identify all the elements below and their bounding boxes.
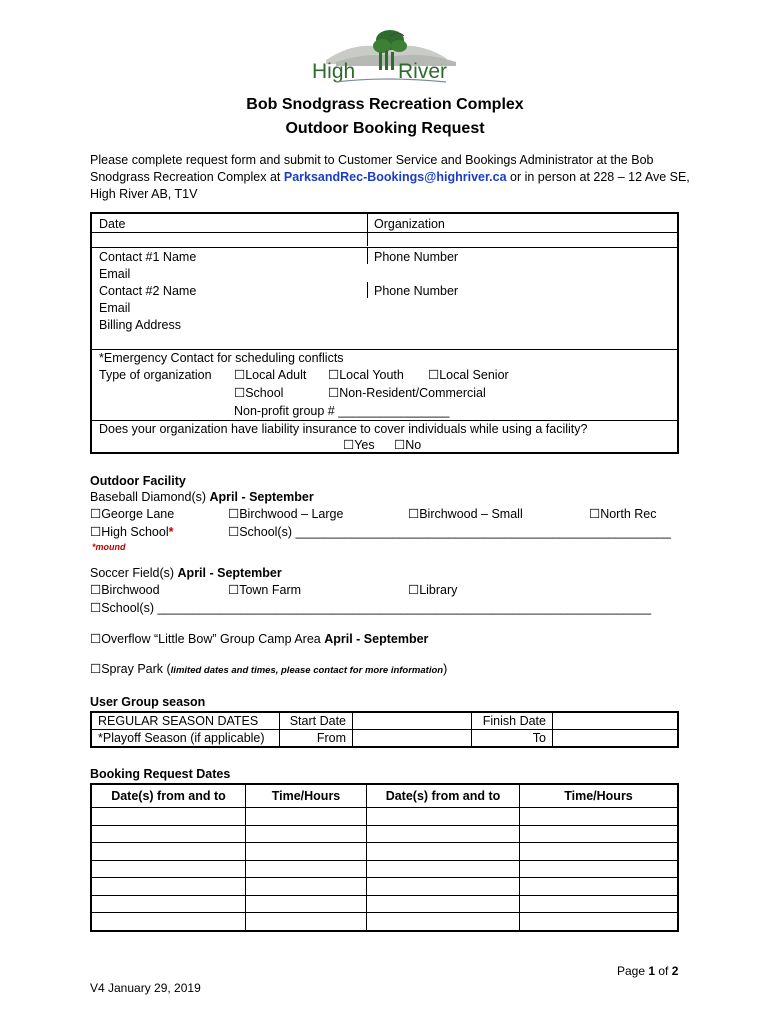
contact2-name-field[interactable]: Contact #2 Name (99, 284, 197, 298)
table-row (91, 860, 678, 878)
booking-cell[interactable] (91, 825, 246, 843)
birchwood-large-checkbox[interactable]: ☐Birchwood – Large (228, 507, 344, 521)
spray-park-note: limited dates and times, please contact for more information (170, 665, 444, 676)
insurance-yes-checkbox[interactable]: ☐Yes (343, 438, 375, 452)
booking-cell[interactable] (246, 878, 367, 896)
booking-cell[interactable] (367, 808, 520, 826)
intro-paragraph (90, 152, 690, 203)
page-number (617, 964, 678, 978)
form-subtitle: Outdoor Booking Request (285, 120, 485, 137)
booking-cell[interactable] (520, 808, 679, 826)
booking-cell[interactable] (520, 843, 679, 861)
spray-park-close: ) (443, 662, 448, 676)
high-school-checkbox[interactable] (90, 524, 173, 541)
finish-date-input[interactable] (553, 712, 679, 730)
page-current: 1 (648, 964, 656, 978)
booking-cell[interactable] (520, 860, 679, 878)
local-senior-checkbox[interactable]: ☐Local Senior (428, 368, 509, 382)
table-row (91, 913, 678, 931)
org-type-label: Type of organization (99, 368, 212, 382)
outdoor-facility-heading: Outdoor Facility (90, 474, 186, 488)
overflow-camp-checkbox[interactable] (90, 631, 428, 648)
library-checkbox[interactable]: ☐Library (408, 583, 458, 597)
page-prefix: Page (617, 964, 649, 978)
table-row (91, 808, 678, 826)
soccer-birchwood-checkbox[interactable]: ☐Birchwood (90, 583, 160, 597)
soccer-label: Soccer Field(s) (90, 566, 178, 580)
contact2-email-field[interactable]: Email (99, 301, 131, 315)
high-school-asterisk: * (168, 525, 174, 539)
contact1-phone-field[interactable]: Phone Number (374, 250, 459, 264)
booking-cell[interactable] (91, 913, 246, 931)
booking-cell[interactable] (91, 878, 246, 896)
overflow-label: ☐Overflow “Little Bow” Group Camp Area (90, 632, 325, 646)
insurance-question: Does your organization have liability insurance to cover individuals while using a facility? (99, 422, 588, 436)
nonprofit-number-field[interactable]: Non-profit group # ________________ (234, 404, 450, 418)
table-row (91, 712, 678, 730)
baseball-schools-field[interactable]: ☐School(s) ______________________________________________________ (228, 525, 671, 539)
spray-park-checkbox[interactable] (90, 661, 447, 679)
from-label: From (280, 730, 353, 748)
george-lane-checkbox[interactable]: ☐George Lane (90, 507, 175, 521)
local-youth-checkbox[interactable]: ☐Local Youth (328, 368, 404, 382)
contact-info-table (90, 212, 679, 454)
finish-date-label: Finish Date (472, 712, 553, 730)
spray-park-label: ☐Spray Park ( (90, 662, 171, 676)
booking-cell[interactable] (91, 808, 246, 826)
billing-address-field[interactable]: Billing Address (99, 318, 181, 332)
user-group-heading: User Group season (90, 695, 206, 709)
booking-cell[interactable] (246, 913, 367, 931)
booking-cell[interactable] (91, 895, 246, 913)
booking-cell[interactable] (91, 860, 246, 878)
birchwood-small-checkbox[interactable]: ☐Birchwood – Small (408, 507, 523, 521)
contact2-phone-field[interactable]: Phone Number (374, 284, 459, 298)
contact1-name-field[interactable]: Contact #1 Name (99, 250, 197, 264)
booking-cell[interactable] (246, 808, 367, 826)
town-farm-checkbox[interactable]: ☐Town Farm (228, 583, 302, 597)
insurance-no-checkbox[interactable]: ☐No (394, 438, 422, 452)
table-row (91, 825, 678, 843)
table-header-row (91, 784, 678, 808)
overflow-season: April - September (324, 632, 429, 646)
booking-cell[interactable] (520, 913, 679, 931)
logo-word-high: High (312, 60, 356, 83)
user-group-table (90, 711, 679, 748)
booking-cell[interactable] (367, 913, 520, 931)
version-date: V4 January 29, 2019 (90, 981, 201, 995)
table-row (91, 843, 678, 861)
col-time-2: Time/Hours (520, 784, 679, 808)
high-river-logo (306, 22, 466, 88)
logo-word-river: River (398, 60, 448, 83)
mound-note: *mound (92, 542, 126, 552)
playoff-from-input[interactable] (353, 730, 472, 748)
non-resident-checkbox[interactable]: ☐Non-Resident/Commercial (328, 386, 486, 400)
booking-cell[interactable] (246, 860, 367, 878)
booking-dates-table (90, 783, 679, 932)
booking-cell[interactable] (520, 878, 679, 896)
soccer-season: April - September (177, 566, 282, 580)
booking-cell[interactable] (246, 895, 367, 913)
date-field[interactable]: Date (99, 217, 126, 231)
baseball-heading (90, 489, 314, 506)
table-row (91, 895, 678, 913)
contact1-email-field[interactable]: Email (99, 267, 131, 281)
start-date-input[interactable] (353, 712, 472, 730)
booking-cell[interactable] (367, 825, 520, 843)
table-row (91, 878, 678, 896)
booking-cell[interactable] (367, 878, 520, 896)
school-checkbox[interactable]: ☐School (234, 386, 284, 400)
booking-dates-heading: Booking Request Dates (90, 767, 231, 781)
baseball-label: Baseball Diamond(s) (90, 490, 210, 504)
soccer-schools-field[interactable]: ☐School(s) _______________________________________________________________________ (90, 601, 652, 615)
col-dates-1: Date(s) from and to (91, 784, 246, 808)
form-title: Bob Snodgrass Recreation Complex (246, 96, 524, 113)
north-rec-checkbox[interactable]: ☐North Rec (589, 507, 657, 521)
local-adult-checkbox[interactable]: ☐Local Adult (234, 368, 307, 382)
emergency-contact-field[interactable]: *Emergency Contact for scheduling conflicts (99, 351, 344, 365)
booking-cell[interactable] (367, 843, 520, 861)
booking-cell[interactable] (246, 825, 367, 843)
table-row (91, 730, 678, 748)
to-label: To (472, 730, 553, 748)
page-total: 2 (671, 964, 679, 978)
regular-season-label: REGULAR SEASON DATES (91, 712, 280, 730)
booking-cell[interactable] (520, 825, 679, 843)
intro-text-after: or in person at 228 – 12 Ave SE, High River AB, T1V (90, 170, 690, 201)
col-dates-2: Date(s) from and to (367, 784, 520, 808)
high-school-label: ☐High School (90, 525, 169, 539)
page-of: of (655, 964, 672, 978)
playoff-season-label: *Playoff Season (if applicable) (91, 730, 280, 748)
booking-cell[interactable] (367, 860, 520, 878)
intro-text-before: Please complete request form and submit to Customer Service and Bookings Administrator at the Bob Snodgrass Recreation Complex at (90, 153, 654, 184)
col-time-1: Time/Hours (246, 784, 367, 808)
playoff-to-input[interactable] (553, 730, 679, 748)
bookings-email-link[interactable]: ParksandRec-Bookings@highriver.ca (283, 170, 507, 184)
booking-cell[interactable] (520, 895, 679, 913)
booking-cell[interactable] (246, 843, 367, 861)
baseball-season: April - September (209, 490, 314, 504)
start-date-label: Start Date (280, 712, 353, 730)
booking-cell[interactable] (91, 843, 246, 861)
organization-field[interactable]: Organization (374, 217, 445, 231)
soccer-heading (90, 565, 282, 582)
booking-cell[interactable] (367, 895, 520, 913)
